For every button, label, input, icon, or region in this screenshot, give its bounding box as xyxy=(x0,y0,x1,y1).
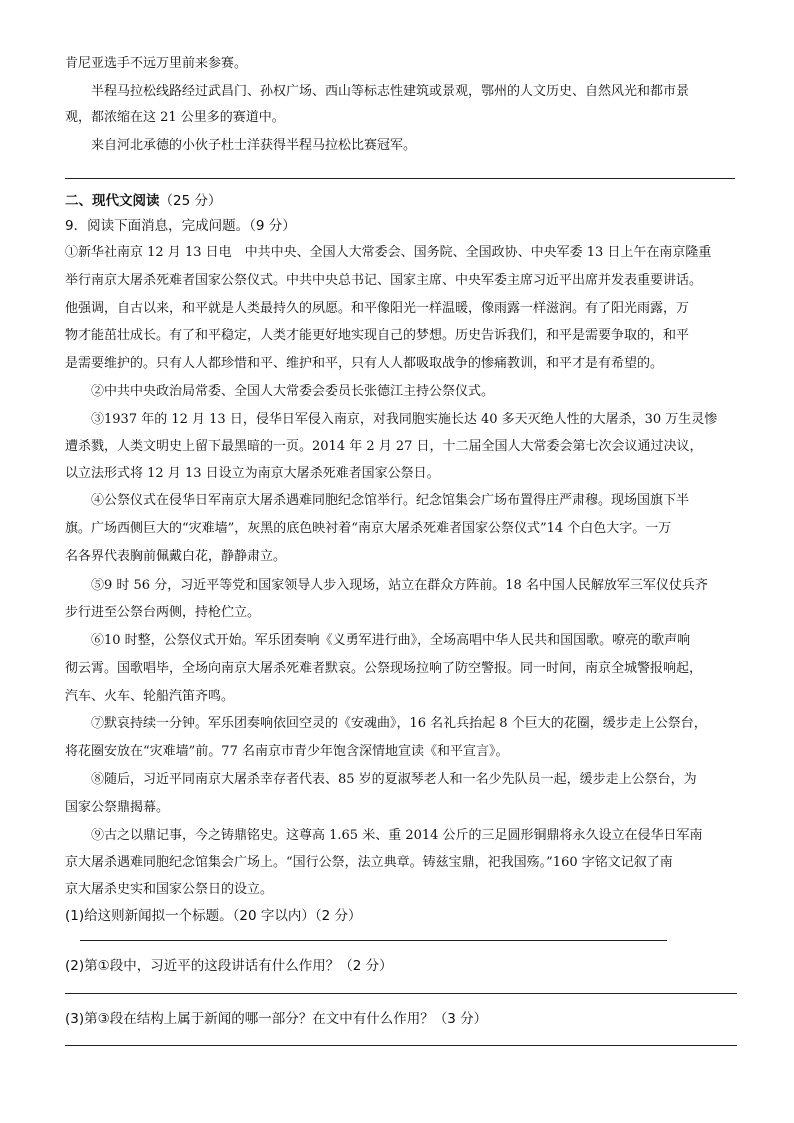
section-heading xyxy=(65,193,735,209)
section-divider xyxy=(65,178,735,179)
article-p4-line-3: 名各界代表胸前佩戴白花，静静肃立。 xyxy=(65,549,287,564)
subquestion-1: (1)给这则新闻拟一个标题。（20 字以内）（2 分） xyxy=(65,908,362,924)
article-p2-line-1: ②中共中央政治局常委、全国人大常委会委员长张德江主持公祭仪式。 xyxy=(91,384,495,399)
article-p1-line-3: 他强调，自古以来，和平就是人类最持久的夙愿。和平像阳光一样温暖，像雨露一样滋润。有了阳光雨露，万 xyxy=(65,301,690,316)
article-p8-line-2: 国家公祭鼎揭幕。 xyxy=(65,800,170,815)
article-p7-line-1: ⑦默哀持续一分钟。军乐团奏响依回空灵的《安魂曲》，16 名礼兵抬起 8 个巨大的花圈，缓步走上公祭台， xyxy=(91,716,707,731)
subquestion-2: (2)第①段中，习近平的这段讲话有什么作用？（2 分） xyxy=(65,958,393,974)
article-p1-line-1: ①新华社南京 12 月 13 日电 中共中央、全国人大常委会、国务院、全国政协、中央军委 13 日上午在南京隆重 xyxy=(65,245,712,260)
article-p8-line-1: ⑧随后，习近平同南京大屠杀幸存者代表、85 岁的夏淑琴老人和一名少先队员一起，缓步走上公祭台，为 xyxy=(91,772,697,787)
section-heading-score: （25 分） xyxy=(159,193,222,209)
article-p4-line-1: ④公祭仪式在侵华日军南京大屠杀遇难同胞纪念馆举行。纪念馆集会广场布置得庄严肃穆。现场国旗下半 xyxy=(91,493,690,508)
answer-line-3[interactable] xyxy=(65,1045,737,1046)
article-p3-line-3: 以立法形式将 12 月 13 日设立为南京大屠杀死难者国家公祭日。 xyxy=(65,466,440,481)
top-paragraph-line-2: 半程马拉松线路经过武昌门、孙权广场、西山等标志性建筑或景观，鄂州的人文历史、自然风光和都市景 xyxy=(91,84,690,99)
subquestion-3: (3)第③段在结构上属于新闻的哪一部分？在文中有什么作用？（3 分） xyxy=(65,1011,488,1027)
article-p5-line-1: ⑤9 时 56 分，习近平等党和国家领导人步入现场，站立在群众方阵前。18 名中国人民解放军三军仪仗兵齐 xyxy=(91,578,708,593)
article-p1-line-2: 举行南京大屠杀死难者国家公祭仪式。中共中央总书记、国家主席、中央军委主席习近平出席并发表重要讲话。 xyxy=(65,273,703,288)
answer-line-2[interactable] xyxy=(65,993,737,994)
top-paragraph-line-1: 肯尼亚选手不远万里前来参赛。 xyxy=(65,56,248,71)
article-p6-line-2: 彻云霄。国歌唱毕，全场向南京大屠杀死难者默哀。公祭现场拉响了防空警报。同一时间，南京全城警报响起， xyxy=(65,661,703,676)
question-9-prompt: 9．阅读下面消息，完成问题。（9 分） xyxy=(65,218,296,234)
answer-line-1[interactable] xyxy=(80,940,667,941)
article-p7-line-2: 将花圈安放在“灾难墙”前。77 名南京市青少年饱含深情地宣读《和平宣言》。 xyxy=(65,744,509,759)
section-heading-title: 二、现代文阅读 xyxy=(65,193,160,209)
article-p3-line-2: 遭杀戮，人类文明史上留下最黑暗的一页。2014 年 2 月 27 日，十二届全国人大常委会第七次会议通过决议， xyxy=(65,439,703,454)
article-p1-line-5: 是需要维护的。只有人人都珍惜和平、维护和平，只有人人都吸取战争的惨痛教训，和平才是有希望的。 xyxy=(65,356,664,371)
top-paragraph-line-4: 来自河北承德的小伙子杜士洋获得半程马拉松比赛冠军。 xyxy=(91,138,417,153)
article-p6-line-1: ⑥10 时整，公祭仪式开始。军乐团奏响《义勇军进行曲》，全场高唱中华人民共和国国歌。嘹亮的歌声响 xyxy=(91,633,691,648)
article-p4-line-2: 旗。广场西侧巨大的“灾难墙”，灰黑的底色映衬着“南京大屠杀死难者国家公祭仪式”14 个白色大字。一万 xyxy=(65,521,672,536)
article-p5-line-2: 步行进至公祭台两侧，持枪伫立。 xyxy=(65,605,261,620)
article-p1-line-4: 物才能茁壮成长。有了和平稳定，人类才能更好地实现自己的梦想。历史告诉我们，和平是需要争取的，和平 xyxy=(65,328,690,343)
top-paragraph-line-3: 观，都浓缩在这 21 公里多的赛道中。 xyxy=(65,110,285,125)
article-p9-line-3: 京大屠杀史实和国家公祭日的设立。 xyxy=(65,882,274,897)
article-p3-line-1: ③1937 年的 12 月 13 日，侵华日军侵入南京，对我同胞实施长达 40 多天灭绝人性的大屠杀，30 万生灵惨 xyxy=(91,412,718,427)
article-p6-line-3: 汽车、火车、轮船汽笛齐鸣。 xyxy=(65,689,235,704)
article-p9-line-1: ⑨古之以鼎记事，今之铸鼎铭史。这尊高 1.65 米、重 2014 公斤的三足圆形铜鼎将永久设立在侵华日军南 xyxy=(91,828,703,843)
article-p9-line-2: 京大屠杀遇难同胞纪念馆集会广场上。“国行公祭，法立典章。铸兹宝鼎，祀我国殇。”160 字铭文记叙了南 xyxy=(65,855,673,870)
